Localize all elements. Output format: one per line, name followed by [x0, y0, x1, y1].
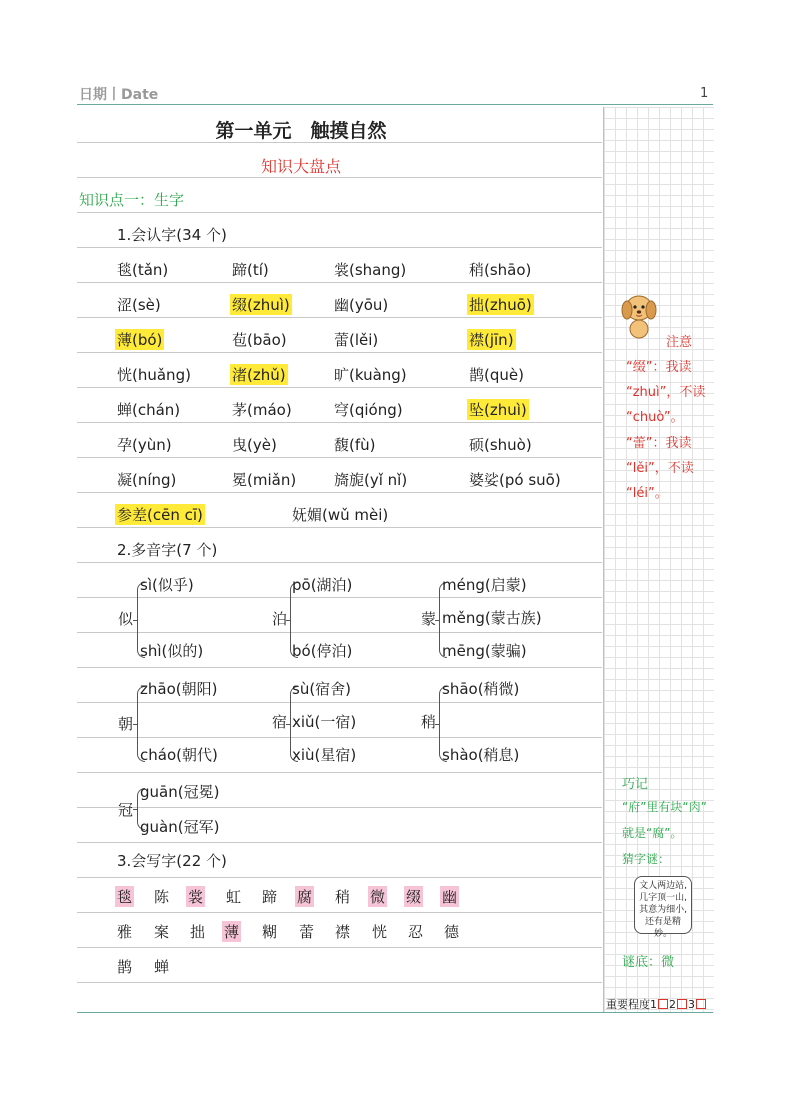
importance-rating: [606, 996, 707, 1012]
char-item: 馥(fù): [334, 436, 376, 454]
char-item: 蹄(tí): [232, 261, 269, 279]
char-item-highlight: 坠(zhuì): [469, 401, 527, 419]
poly-reading: cháo(朝代): [140, 746, 218, 764]
char-item: 曳(yè): [232, 436, 277, 454]
poly-reading: xiù(星宿): [292, 746, 357, 764]
side-note-title: 注意: [666, 335, 693, 350]
poly-char: 蒙: [421, 610, 437, 628]
write-char-highlight: 缀: [406, 888, 422, 906]
char-item: 凝(níng): [117, 471, 177, 489]
importance-checkbox[interactable]: [696, 999, 706, 1009]
poly-reading: shì(似的): [140, 642, 204, 660]
poly-char: 宿: [272, 713, 288, 731]
poly-reading: shāo(稍微): [442, 680, 520, 698]
side-tip-line: 猜字谜：: [622, 852, 671, 866]
write-char-highlight: 幽: [442, 888, 458, 906]
importance-checkbox[interactable]: [677, 999, 687, 1009]
write-char: 德: [444, 923, 460, 941]
char-item: 婆娑(pó suō): [469, 471, 561, 489]
side-note-line: “chuò”。: [626, 410, 684, 425]
side-tip-line: “府”里有块“肉”: [622, 800, 707, 814]
char-item: 旖旎(yǐ nǐ): [334, 471, 408, 489]
poly-reading: méng(启蒙): [442, 576, 527, 594]
side-note-line: “zhuì”，不读: [626, 385, 706, 400]
riddle-line: 还有是精妙。: [644, 917, 681, 939]
header-rule: [77, 104, 713, 105]
side-tip-title: 巧记: [622, 777, 649, 792]
importance-level: 1: [650, 998, 657, 1011]
poly-char: 稍: [421, 713, 437, 731]
write-char-highlight: 腐: [297, 888, 313, 906]
importance-label: 重要程度: [606, 998, 650, 1011]
riddle-line: 几字顶一山,: [639, 893, 687, 903]
char-item: 硕(shuò): [469, 436, 532, 454]
section-polyphonic: 2.多音字(7 个): [117, 541, 218, 559]
char-item: 蕾(lěi): [334, 331, 379, 349]
char-item-highlight: 缀(zhuì): [232, 296, 290, 314]
char-item: 旷(kuàng): [334, 366, 407, 384]
char-item-highlight: 襟(jīn): [469, 331, 514, 349]
write-char: 案: [154, 923, 170, 941]
write-char: 雅: [117, 923, 133, 941]
section-writing: 3.会写字(22 个): [117, 852, 227, 870]
poly-char: 泊: [272, 610, 288, 628]
char-item-highlight: 参差(cēn cī): [117, 506, 203, 524]
poly-reading: měng(蒙古族): [442, 609, 542, 627]
write-char: 糊: [262, 923, 278, 941]
write-char-highlight: 微: [370, 888, 386, 906]
char-item: 鹊(què): [469, 366, 524, 384]
char-item: 蝉(chán): [117, 401, 181, 419]
write-char: 虹: [226, 888, 242, 906]
importance-checkbox[interactable]: [658, 999, 668, 1009]
poly-reading: shào(稍息): [442, 746, 520, 764]
char-item-highlight: 渚(zhǔ): [232, 366, 286, 384]
riddle-box: [634, 876, 692, 939]
section-recognize: 1.会认字(34 个): [117, 226, 227, 244]
char-item: 裳(shang): [334, 261, 407, 279]
write-char: 蹄: [262, 888, 278, 906]
side-note-line: “lěi”，不读: [626, 461, 694, 476]
footer-rule: [77, 1012, 713, 1013]
write-char: 忍: [408, 923, 424, 941]
poly-reading: bó(停泊): [292, 642, 353, 660]
poly-char: 似: [118, 610, 134, 628]
unit-title: 第一单元 触摸自然: [215, 120, 387, 142]
char-item: 茅(máo): [232, 401, 292, 419]
poly-reading: sù(宿舍): [292, 680, 352, 698]
write-char: 稍: [335, 888, 351, 906]
point-heading: 知识点一：生字: [79, 191, 185, 209]
write-char: 恍: [372, 923, 388, 941]
char-item: 毯(tǎn): [117, 261, 169, 279]
char-item: 幽(yōu): [334, 296, 389, 314]
write-char: 襟: [335, 923, 351, 941]
poly-reading: mēng(蒙骗): [442, 642, 527, 660]
dog-mascot-icon: [619, 290, 659, 340]
char-item-highlight: 薄(bó): [117, 331, 163, 349]
char-item: 孕(yùn): [117, 436, 172, 454]
write-char: 拙: [190, 923, 206, 941]
write-char: 蝉: [154, 958, 170, 976]
write-char: 陈: [154, 888, 170, 906]
poly-reading: zhāo(朝阳): [140, 680, 218, 698]
page-number: 1: [700, 86, 709, 101]
riddle-line: 文人两边站,: [639, 881, 687, 891]
write-char-highlight: 毯: [117, 888, 133, 906]
date-label: 日期丨Date: [79, 87, 159, 103]
side-note-line: “蕾”：我读: [626, 436, 692, 451]
write-char: 鹊: [117, 958, 133, 976]
poly-char: 朝: [118, 715, 134, 733]
poly-reading: guān(冠冕): [140, 783, 220, 801]
char-item-highlight: 拙(zhuō): [469, 296, 532, 314]
poly-char: 冠: [118, 801, 134, 819]
write-char-highlight: 裳: [188, 888, 204, 906]
char-item: 冕(miǎn): [232, 471, 297, 489]
char-item: 涩(sè): [117, 296, 161, 314]
side-tip-line: 就是“腐”。: [622, 826, 683, 840]
write-char: 蕾: [299, 923, 315, 941]
riddle-answer: 谜底：微: [622, 955, 675, 970]
char-item: 穹(qióng): [334, 401, 403, 419]
side-note-line: “léi”。: [626, 486, 668, 501]
unit-subtitle: 知识大盘点: [260, 157, 341, 176]
importance-level: 3: [688, 998, 695, 1011]
side-note-line: “缀”：我读: [626, 360, 692, 375]
char-item: 妩媚(wǔ mèi): [292, 506, 389, 524]
poly-reading: guàn(冠军): [140, 818, 220, 836]
write-char-highlight: 薄: [224, 923, 240, 941]
char-item: 稍(shāo): [469, 261, 532, 279]
char-item: 恍(huǎng): [117, 366, 191, 384]
char-item: 苞(bāo): [232, 331, 287, 349]
poly-reading: pō(湖泊): [292, 576, 353, 594]
poly-reading: sì(似乎): [140, 576, 194, 594]
riddle-line: 其意为细小,: [639, 905, 687, 915]
poly-reading: xiǔ(一宿): [292, 713, 357, 731]
importance-level: 2: [669, 998, 676, 1011]
